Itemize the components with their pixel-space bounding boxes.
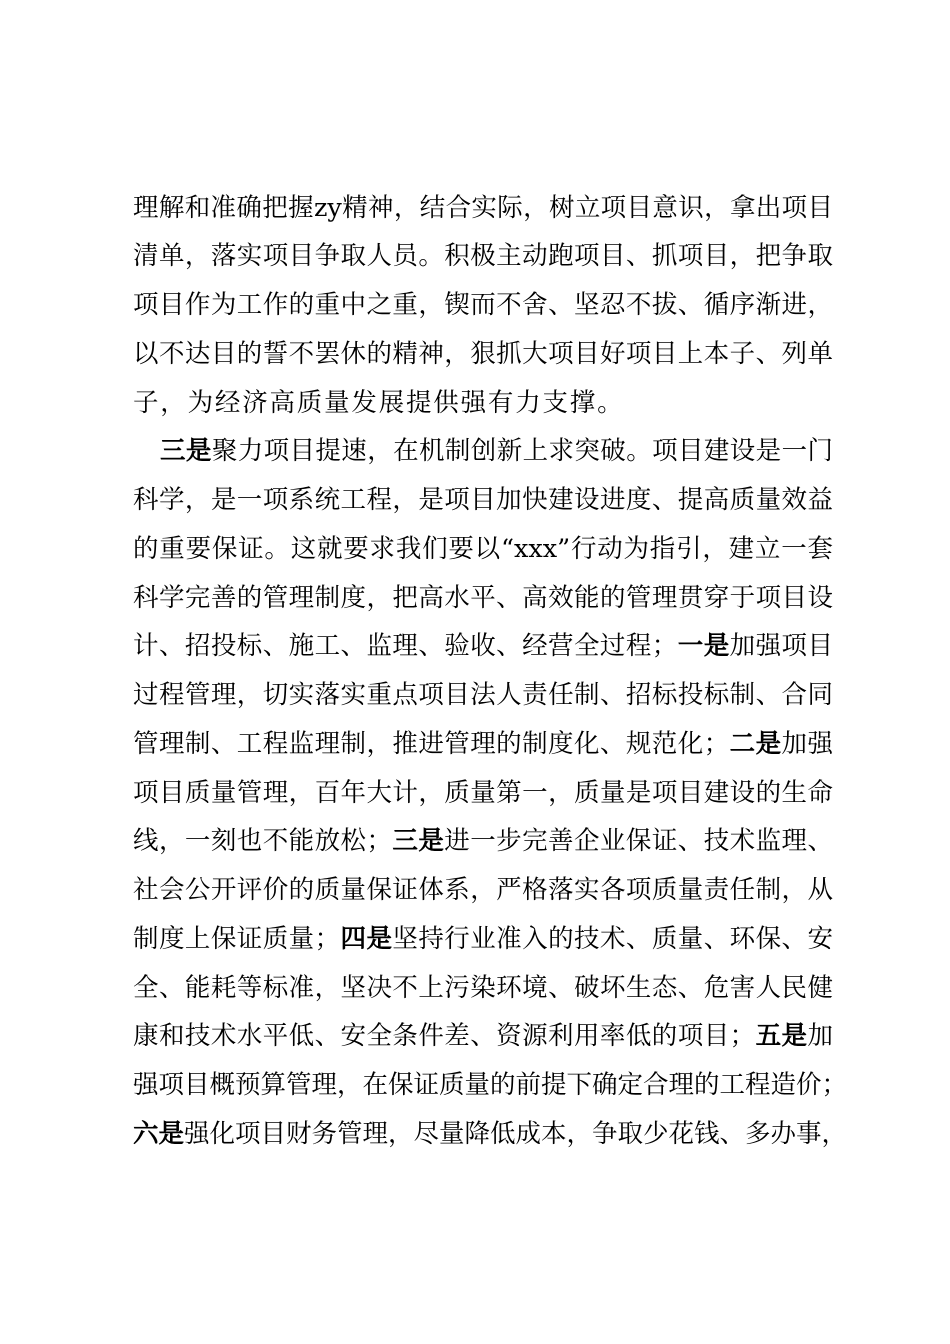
body-text-segment: 进一步完善企业保证、技术监理、 (444, 826, 833, 856)
text-line-12 (133, 724, 833, 764)
text-line-5 (133, 383, 833, 423)
text-line-9 (133, 578, 833, 618)
text-line-1 (133, 188, 833, 228)
body-text-segment: 康和技术水平低、安全条件差、资源利用率低的项目； (133, 1021, 756, 1051)
text-line-19 (133, 1065, 848, 1105)
text-line-11 (133, 675, 833, 715)
text-line-16 (133, 919, 833, 959)
body-text-segment: 强项目概预算管理，在保证质量的前提下确定合理的工程造价； (133, 1070, 848, 1100)
body-text-segment: 项目质量管理，百年大计，质量第一，质量是项目建设的生命 (133, 778, 833, 808)
body-text-segment: 加强 (781, 729, 833, 759)
text-line-4 (133, 334, 833, 374)
text-line-2 (133, 236, 833, 276)
text-line-18 (133, 1016, 833, 1056)
bold-lead-label: 三是 (160, 436, 212, 466)
bold-lead-label: 六是 (133, 1119, 185, 1149)
text-line-13 (133, 773, 833, 813)
body-text-segment: 科学完善的管理制度，把高水平、高效能的管理贯穿于项目设 (133, 583, 833, 613)
body-text-segment: 项目作为工作的重中之重，锲而不舍、坚忍不拔、循序渐进， (133, 290, 833, 320)
text-line-20 (133, 1114, 848, 1154)
body-text-segment: 的重要保证。这就要求我们要以“xxx”行动为指引，建立一套 (133, 534, 833, 564)
body-text-segment: 过程管理，切实落实重点项目法人责任制、招标投标制、合同 (133, 680, 833, 710)
body-text-segment: 以不达目的誓不罢休的精神，狠抓大项目好项目上本子、列单 (133, 339, 833, 369)
body-text-segment: 科学，是一项系统工程，是项目加快建设进度、提高质量效益 (133, 485, 833, 515)
body-text-segment: 全、能耗等标准，坚决不上污染环境、破坏生态、危害人民健 (133, 973, 833, 1003)
body-text-segment: 理解和准确把握zy精神，结合实际，树立项目意识，拿出项目 (133, 193, 833, 223)
bold-lead-label: 二是 (729, 729, 782, 759)
bold-lead-label: 四是 (340, 924, 393, 954)
text-line-3 (133, 285, 833, 325)
text-line-15 (133, 870, 833, 910)
text-line-6 (160, 431, 833, 471)
body-text-segment: 清单，落实项目争取人员。积极主动跑项目、抓项目，把争取 (133, 241, 833, 271)
bold-lead-label: 一是 (677, 631, 730, 661)
body-text-segment: 子，为经济高质量发展提供强有力支撑。 (133, 388, 625, 418)
body-text-segment: 线，一刻也不能放松； (133, 826, 392, 856)
text-line-14 (133, 821, 833, 861)
body-text-segment: 管理制、工程监理制，推进管理的制度化、规范化； (133, 729, 730, 759)
bold-lead-label: 三是 (391, 826, 445, 856)
bold-lead-label: 五是 (755, 1021, 808, 1051)
text-line-7 (133, 480, 833, 520)
text-line-10 (133, 626, 833, 666)
body-text-segment: 坚持行业准入的技术、质量、环保、安 (392, 924, 833, 954)
body-text-segment: 加 (807, 1021, 833, 1051)
body-text-segment: 聚力项目提速，在机制创新上求突破。项目建设是一门 (211, 436, 833, 466)
body-text-segment: 制度上保证质量； (133, 924, 341, 954)
body-text-segment: 社会公开评价的质量保证体系，严格落实各项质量责任制，从 (133, 875, 833, 905)
body-text-segment: 加强项目 (729, 631, 833, 661)
body-text-segment: 强化项目财务管理，尽量降低成本，争取少花钱、多办事， (184, 1119, 848, 1149)
text-line-17 (133, 968, 833, 1008)
body-text-segment: 计、招投标、施工、监理、验收、经营全过程； (133, 631, 678, 661)
text-line-8 (133, 529, 833, 569)
